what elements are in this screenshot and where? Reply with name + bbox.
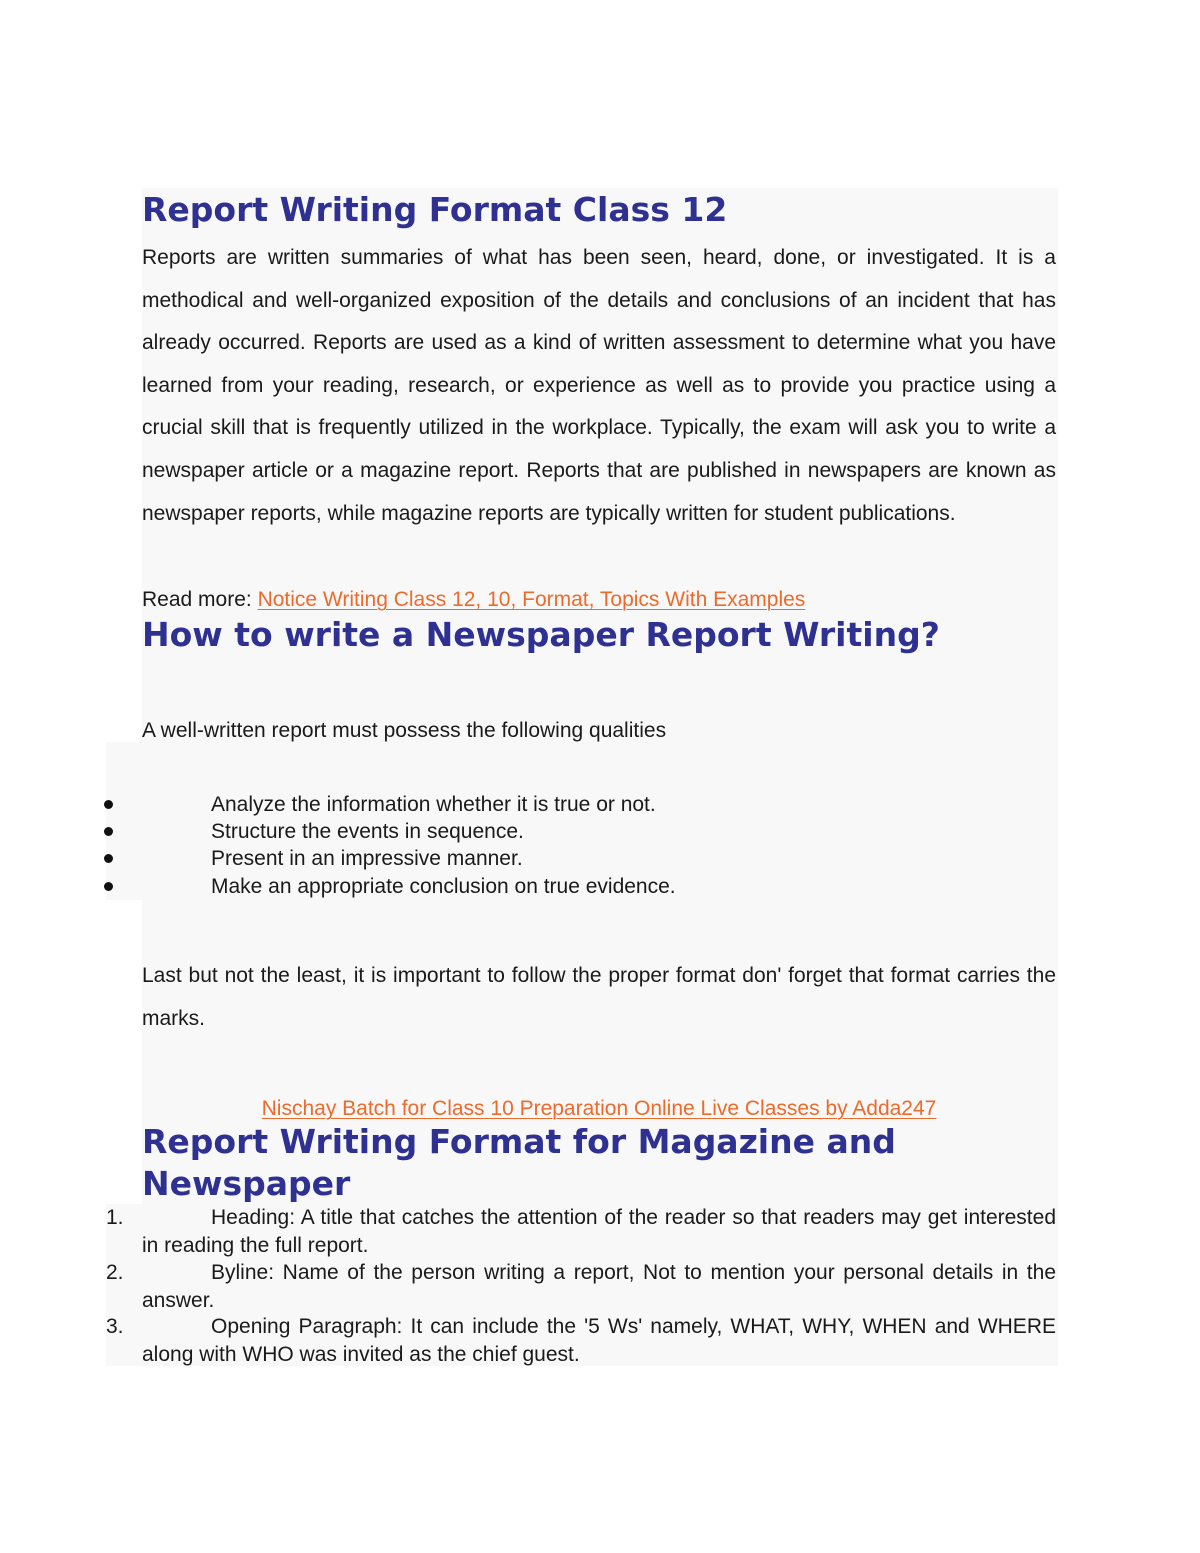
closing-paragraph: Last but not the least, it is important to follow the proper format don' forget that format carries the marks. [142, 964, 1056, 1030]
step-text: Opening Paragraph: It can include the '5 Ws' namely, WHAT, WHY, WHEN and WHERE along with WHO was invited as the chief guest. [142, 1315, 1056, 1366]
quality-text: Structure the events in sequence. [211, 820, 524, 843]
bullet-icon [104, 827, 113, 836]
read-more [142, 586, 805, 614]
quality-text: Present in an impressive manner. [211, 847, 523, 870]
newspaper-report-heading: How to write a Newspaper Report Writing? [142, 615, 940, 654]
bullet-icon [104, 800, 113, 809]
step-text: Byline: Name of the person writing a report, Not to mention your personal details in the answer. [142, 1261, 1056, 1312]
list-background [106, 742, 142, 900]
format-heading-line-2: Newspaper [142, 1164, 351, 1203]
step-text: Heading: A title that catches the attention of the reader so that readers may get interested in reading the full report. [142, 1206, 1056, 1257]
bullet-icon [104, 882, 113, 891]
bullet-icon [104, 854, 113, 863]
step-number: 1. [106, 1206, 124, 1229]
page-title: Report Writing Format Class 12 [142, 190, 728, 229]
read-more-label: Read more: [142, 588, 258, 611]
promo-line [0, 1095, 1198, 1123]
intro-paragraph: Reports are written summaries of what has been seen, heard, done, or investigated. It is a methodical and well-organized exposition of the details and conclusions of an incident that has already occurred. Reports are used as a kind of written assessment to determine what you have learned from your reading, research, or experience as well as to provide you practice using a crucial skill that is frequently utilized in the workplace. Typically, the exam will ask you to write a newspaper article or a magazine report. Reports that are published in newspapers are known as newspaper reports, while magazine reports are typically written for student publications. [142, 246, 1056, 525]
quality-text: Analyze the information whether it is true or not. [211, 793, 656, 816]
step-number: 2. [106, 1261, 124, 1284]
qualities-intro: A well-written report must possess the following qualities [142, 719, 667, 742]
notice-writing-link[interactable]: Notice Writing Class 12, 10, Format, Topics With Examples [257, 588, 806, 611]
format-heading-line-1: Report Writing Format for Magazine and [142, 1122, 896, 1161]
step-number: 3. [106, 1315, 124, 1338]
quality-text: Make an appropriate conclusion on true evidence. [211, 875, 676, 898]
nischay-batch-link[interactable]: Nischay Batch for Class 10 Preparation Online Live Classes by Adda247 [261, 1097, 937, 1120]
